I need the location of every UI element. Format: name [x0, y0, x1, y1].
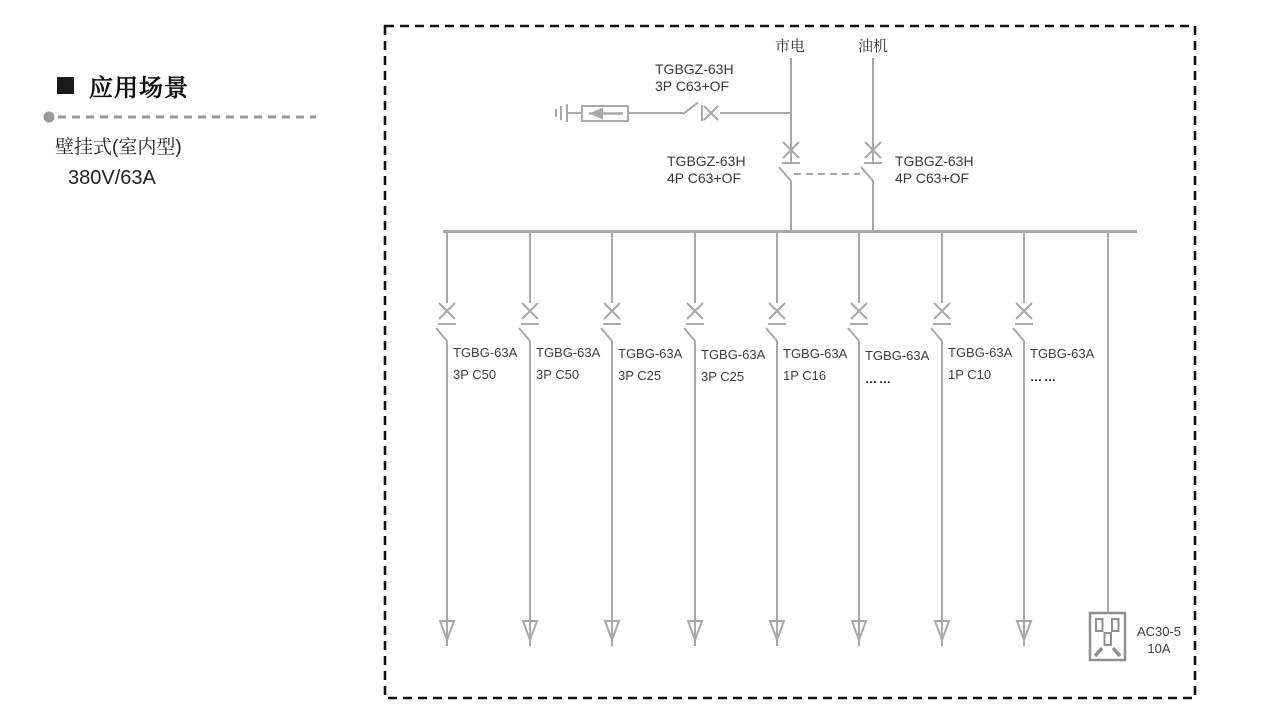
surge-protector-icon	[582, 106, 628, 121]
ground-icon	[556, 104, 567, 122]
branch-label-2	[536, 346, 600, 382]
feeder-branch-4	[684, 232, 704, 646]
transfer-breaker-right-label	[895, 153, 974, 187]
generator-source-label: 油机	[857, 38, 888, 55]
branch-model: TGBG-63A	[618, 346, 683, 361]
socket-label	[1130, 623, 1188, 657]
feeder-branch-1	[436, 232, 456, 646]
branch-label-4	[701, 348, 765, 384]
spd-breaker-icon	[683, 103, 718, 122]
spd-breaker-label	[655, 61, 734, 95]
branch-rating-ellipsis: ……	[865, 372, 893, 386]
socket-feeder	[1090, 232, 1125, 660]
branch-rating: 3P C25	[618, 368, 662, 383]
branch-label-7	[948, 346, 1012, 382]
spd-breaker-model: TGBGZ-63H	[655, 61, 734, 77]
feeder-branch-7	[931, 232, 951, 646]
branch-label-8	[1030, 347, 1094, 384]
spd-breaker-rating: 3P C63+OF	[655, 78, 730, 94]
section-heading	[57, 68, 189, 103]
transfer-breaker-model: TGBGZ-63H	[895, 153, 974, 169]
divider-dot-icon	[44, 112, 55, 123]
branch-model: TGBG-63A	[701, 347, 766, 362]
feeder-branch-5	[766, 232, 786, 646]
feeder-branch-3	[601, 232, 621, 646]
transfer-breaker-left-label	[667, 153, 746, 187]
feeder-branch-8	[1013, 232, 1033, 646]
branch-model: TGBG-63A	[783, 346, 848, 361]
transfer-breaker-right-icon	[861, 142, 882, 181]
mount-type-label: 壁挂式(室内型)	[55, 137, 182, 158]
socket-icon	[1090, 613, 1125, 660]
branch-rating-ellipsis: ……	[1030, 370, 1058, 384]
socket-model: AC30-5	[1136, 624, 1182, 639]
transfer-breaker-rating: 4P C63+OF	[667, 170, 742, 186]
branch-model: TGBG-63A	[1030, 346, 1095, 361]
feeder-branch-2	[519, 232, 539, 646]
branch-model: TGBG-63A	[453, 345, 518, 360]
socket-rating: 10A	[1147, 641, 1171, 656]
branch-label-5	[783, 347, 847, 383]
branch-rating: 3P C25	[701, 369, 745, 384]
branch-rating: 3P C50	[536, 367, 580, 382]
branch-model: TGBG-63A	[536, 345, 601, 360]
branch-rating: 1P C16	[783, 368, 827, 383]
branch-label-3	[618, 347, 682, 383]
section-title: 应用场景	[89, 75, 189, 102]
transfer-breaker-left-icon	[779, 142, 800, 181]
feeder-branch-6	[848, 232, 868, 646]
branch-label-6	[865, 349, 929, 386]
square-bullet-icon	[57, 77, 74, 94]
voltage-spec-label: 380V/63A	[68, 167, 156, 189]
branch-model: TGBG-63A	[948, 345, 1013, 360]
section-divider	[44, 112, 317, 123]
branch-rating: 3P C50	[453, 367, 497, 382]
branch-label-1	[453, 346, 517, 382]
transfer-breaker-rating: 4P C63+OF	[895, 170, 970, 186]
mains-source-label: 市电	[774, 38, 805, 55]
branch-model: TGBG-63A	[865, 348, 930, 363]
branch-rating: 1P C10	[948, 367, 992, 382]
spd-branch	[556, 103, 790, 123]
transfer-breaker-model: TGBGZ-63H	[667, 153, 746, 169]
